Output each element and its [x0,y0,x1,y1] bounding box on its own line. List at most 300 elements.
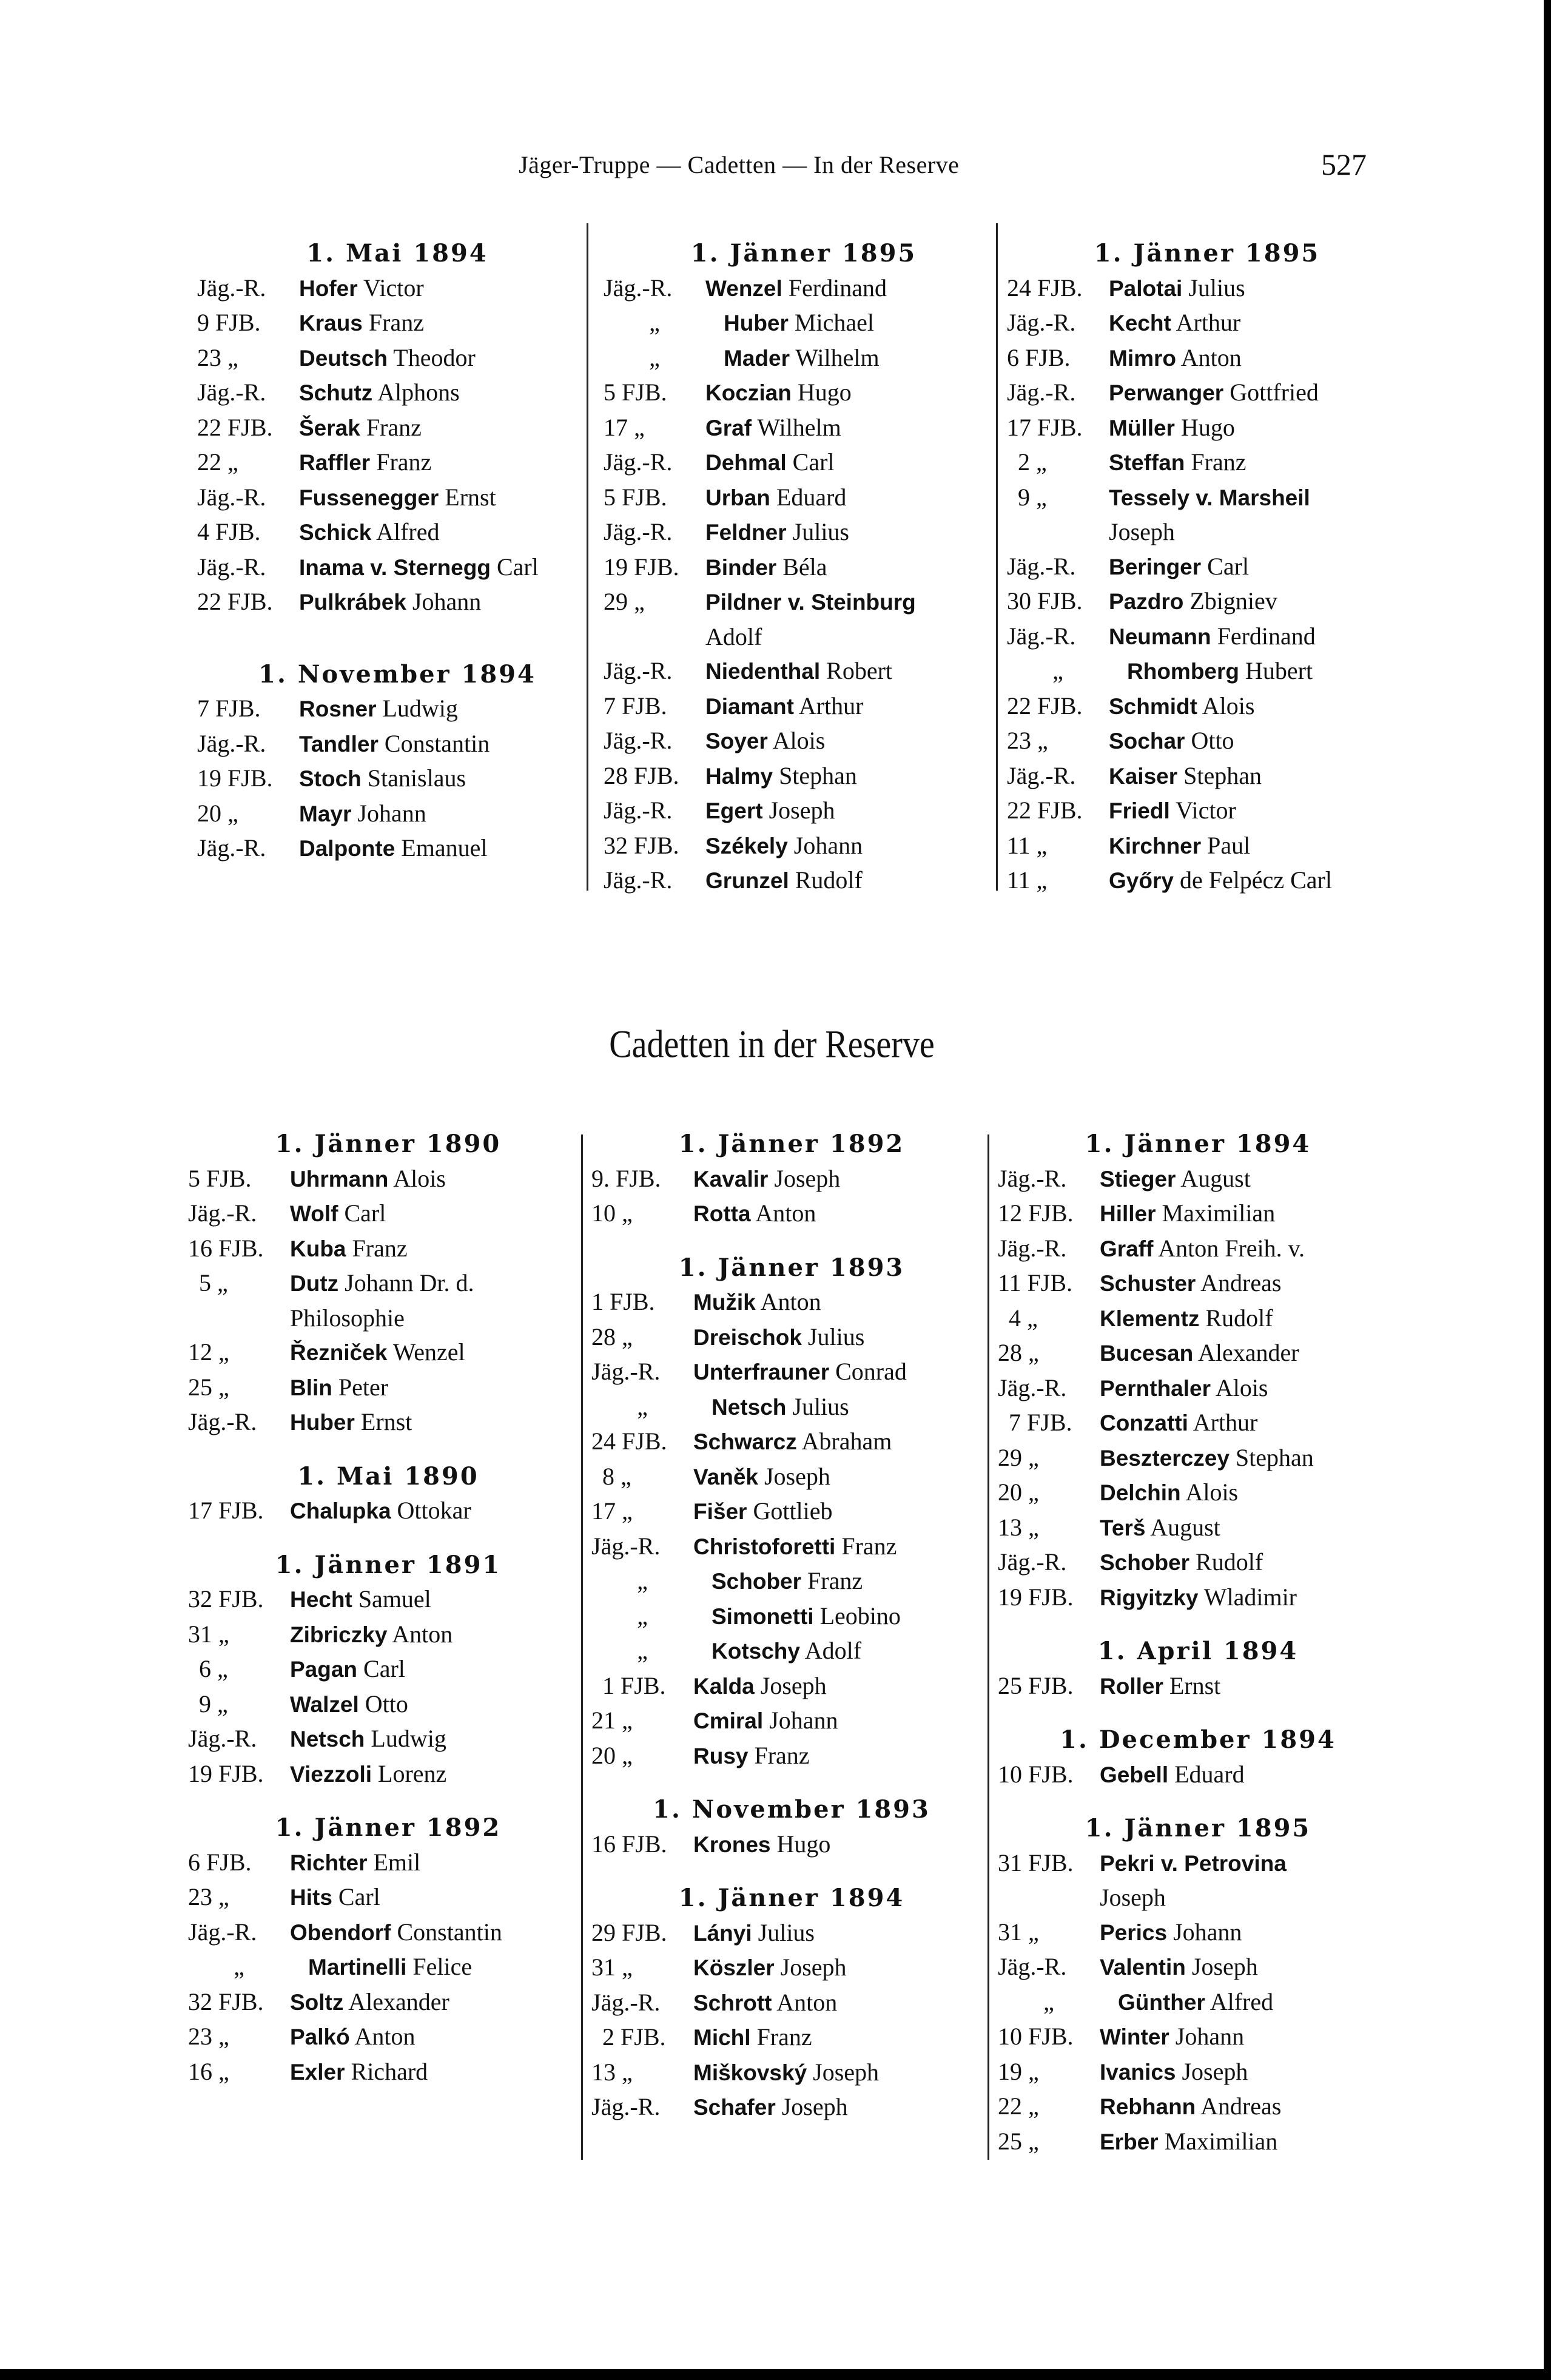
list-item [591,1669,992,1704]
given-name: Abraham [801,1428,892,1455]
unit-label: „ [637,1392,648,1420]
surname: Urban [705,485,770,510]
section-heading: 1. Jänner 1895 [1085,1814,1311,1842]
list-item [604,759,1004,794]
given-name: Alfred [1210,1987,1274,2015]
unit-label: 1 FJB. [591,1288,655,1315]
list-item [604,341,1004,376]
given-name: Franz [352,1234,408,1262]
surname: Kirchner [1109,833,1202,858]
list-item [188,1370,588,1406]
list-item [998,1846,1398,1881]
given-name: Gottlieb [753,1497,833,1525]
surname: Rosner [299,696,377,721]
list-item [197,727,597,762]
surname: Schober [1100,1550,1190,1575]
list-item [188,1162,588,1197]
given-name: Emil [373,1848,421,1876]
section-heading: 1. April 1894 [1097,1637,1299,1665]
list-item [591,1355,992,1390]
surname: Netsch [290,1727,365,1751]
given-name: Alphons [377,379,460,406]
section-heading: 1. December 1894 [1060,1725,1336,1754]
unit-label: „ [649,309,660,336]
given-name: Alexander [348,1987,449,2015]
section-heading: 1. Jänner 1890 [275,1130,502,1158]
surname: Soyer [705,729,768,753]
list-item [591,1320,992,1355]
list-item [604,829,1004,864]
surname: Niedenthal [705,659,821,684]
given-name: Franz [841,1532,897,1560]
list-item [998,2089,1398,2125]
surname: Schafer [693,2095,776,2120]
list-item [197,480,597,516]
unit-label: 24 FJB. [591,1428,667,1455]
surname: Netsch [712,1394,787,1420]
surname: Hiller [1100,1201,1156,1226]
list-item [998,1669,1398,1704]
surname: Müller [1109,415,1175,440]
list-item [998,1441,1398,1476]
list-item [188,1880,588,1915]
unit-label: Jäg.-R. [604,448,673,476]
surname: Dehmal [705,450,787,475]
unit-label: 29 „ [998,1443,1039,1471]
unit-label: „ [637,1637,648,1664]
list-item [591,2090,992,2125]
list-item [591,1827,992,1863]
unit-label: Jäg.-R. [604,657,673,684]
list-item [591,1494,992,1529]
list-item [1007,829,1407,864]
given-name: Ferdinand [1217,622,1316,650]
list-item [197,515,597,550]
unit-label: 13 „ [998,1513,1039,1541]
given-name: Joseph [1182,2057,1248,2085]
surname: Walzel [290,1691,359,1717]
given-name: Carl [363,1655,405,1682]
given-name: Michael [794,309,874,336]
unit-label: 32 FJB. [188,1585,264,1613]
list-item [197,761,597,797]
given-name: Joseph [774,1164,841,1192]
unit-label: 9 FJB. [197,309,261,336]
given-name: Arthur [1176,309,1241,336]
surname: Kotschy [712,1639,800,1664]
unit-label: 19 „ [998,2057,1039,2085]
list-item [998,1545,1398,1580]
list-item [604,863,1004,898]
given-name: Johann [357,799,426,827]
surname: Martinelli [308,1955,407,1980]
given-name: Béla [782,553,827,581]
unit-label: 11 „ [1007,831,1048,859]
unit-label: 5 FJB. [604,379,667,406]
list-item [591,1564,992,1599]
unit-label: „ [637,1602,648,1630]
given-name: Samuel [358,1585,431,1613]
surname: Christoforetti [693,1534,836,1559]
unit-label: 10 „ [591,1199,633,1227]
section-heading: 1. Jänner 1894 [678,1884,905,1912]
unit-label: 22 FJB. [197,588,273,615]
unit-label: 5 FJB. [604,483,667,511]
surname: Pulkrábek [299,590,406,615]
list-item [998,1511,1398,1546]
upper-column-2 [604,237,1004,898]
surname: Egert [705,798,763,823]
given-name: Conrad [835,1358,907,1385]
unit-label: Jäg.-R. [591,1358,661,1385]
unit-label: 16 FJB. [591,1830,667,1858]
surname: Gebell [1100,1762,1169,1787]
unit-label: 11 FJB. [998,1269,1073,1296]
given-name: Eduard [1174,1760,1245,1788]
list-item [188,1687,588,1722]
given-name: Stephan [1183,761,1262,789]
surname: Mader [724,345,790,371]
surname: Fussenegger [299,485,439,510]
unit-label: „ [637,1567,648,1594]
surname: Feldner [705,520,787,545]
surname: Schrott [693,1990,772,2015]
surname: Binder [705,555,777,580]
list-item [591,1950,992,1986]
surname: Graf [705,415,752,440]
surname: Schwarcz [693,1429,797,1454]
list-item [604,515,1004,550]
given-name: Andreas [1200,1269,1282,1296]
surname: Kuba [290,1236,346,1261]
list-item [1007,794,1407,829]
unit-label: 22 FJB. [1007,797,1083,824]
list-item [604,376,1004,411]
given-name: Carl [792,448,835,476]
surname: Pagan [290,1657,358,1682]
unit-label: Jäg.-R. [591,1532,661,1560]
given-name: Rudolf [1196,1548,1263,1576]
unit-label: Jäg.-R. [188,1408,257,1435]
list-item [604,306,1004,341]
surname: Rigyitzky [1100,1585,1199,1610]
unit-label: 29 „ [604,588,645,615]
unit-label: 19 FJB. [998,1583,1074,1611]
given-name: Johann [412,588,482,615]
unit-label: 12 FJB. [998,1199,1074,1227]
given-name: Stanislaus [367,764,466,792]
surname: Hofer [299,275,358,301]
surname: Mužik [693,1290,756,1315]
page-number: 527 [1321,147,1367,181]
given-name: Hugo [1180,413,1235,441]
surname: Perwanger [1109,380,1224,405]
surname: Raffler [299,450,371,475]
surname: Pazdro [1109,589,1184,614]
unit-label: 9. FJB. [591,1164,661,1192]
list-item [188,1617,588,1653]
unit-label: 9 „ [199,1690,228,1718]
unit-label: 28 „ [998,1339,1039,1366]
list-item [591,1529,992,1565]
given-name: Ludwig [371,1725,446,1752]
surname: Hecht [290,1587,352,1612]
list-item [188,1494,588,1529]
unit-label: 31 „ [188,1620,229,1648]
surname: Miškovský [693,2060,807,2085]
unit-label: 25 „ [188,1373,229,1401]
lower-column-1 [188,1127,588,2089]
surname: Rhomberg [1127,659,1239,684]
list-item [1007,550,1407,585]
list-item [604,445,1004,480]
surname: Šerak [299,415,360,440]
unit-label: Jäg.-R. [1007,622,1076,650]
surname: Klementz [1100,1306,1200,1331]
unit-label: 6 FJB. [1007,343,1071,371]
given-name: Carl [496,553,539,581]
unit-label: 13 „ [591,2058,633,2086]
given-name: Joseph [764,1462,830,1490]
given-name: Peter [338,1373,389,1401]
list-item [197,341,597,376]
section-heading: 1. Jänner 1891 [275,1550,502,1579]
surname: Terš [1100,1515,1146,1540]
unit-label: 2 FJB. [602,2023,666,2051]
list-item [591,1704,992,1739]
surname: Vaněk [693,1464,758,1489]
given-name: Otto [1191,727,1234,754]
list-item [998,1371,1398,1406]
surname: Beszterczey [1100,1445,1230,1471]
surname: Kalda [693,1673,755,1699]
unit-label: 10 FJB. [998,2023,1074,2050]
name-continuation: Joseph [1109,518,1175,545]
surname: Palkó [290,2024,350,2049]
list-item [998,1336,1398,1371]
given-name: Anton [392,1620,453,1648]
list-item [591,2055,992,2091]
list-item [998,1475,1398,1511]
surname: Tandler [299,731,378,757]
unit-label: 16 FJB. [188,1234,264,1262]
surname: Perics [1100,1920,1168,1945]
unit-label: 10 FJB. [998,1760,1074,1788]
given-name: Paul [1207,831,1251,859]
unit-label: 16 „ [188,2057,229,2085]
list-item [998,1301,1398,1337]
unit-label: „ [1052,657,1063,684]
given-name: Joseph [813,2058,880,2086]
given-name: Johann [793,831,863,859]
given-name: Maximilian [1162,1199,1276,1227]
given-name: Lorenz [378,1759,447,1787]
surname: Steffan [1109,450,1185,475]
unit-label: 20 „ [197,799,238,827]
surname: Hits [290,1885,332,1910]
surname: Sochar [1109,729,1185,753]
list-item [998,1162,1398,1197]
list-item [197,550,597,585]
list-item [998,1758,1398,1793]
surname: Simonetti [712,1603,814,1629]
surname: Schober [712,1569,802,1594]
list-item [998,2055,1398,2090]
name-continuation: Philosophie [290,1304,405,1332]
list-item [998,1950,1398,1985]
list-item [998,1915,1398,1950]
unit-label: 28 FJB. [604,761,679,789]
unit-label: 28 „ [591,1323,633,1350]
unit-label: 5 FJB. [188,1164,252,1192]
given-name: Richard [351,2057,428,2085]
list-item [1007,341,1407,376]
page-header [0,147,1544,187]
section-title: Cadetten in der Reserve [609,1023,935,1067]
surname: Schutz [299,380,373,405]
list-item [998,1580,1398,1616]
list-item [591,1162,992,1197]
unit-label: 4 „ [1009,1304,1038,1332]
surname: Kecht [1109,311,1171,335]
surname: Deutsch [299,345,388,371]
list-item [591,2020,992,2055]
given-name: Alexander [1198,1339,1299,1366]
unit-label: „ [234,1953,244,1980]
unit-label: Jäg.-R. [1007,309,1076,336]
unit-label: Jäg.-R. [1007,552,1076,580]
given-name: Anton [755,1199,816,1227]
surname: Richter [290,1850,368,1875]
surname: Diamant [705,693,794,719]
unit-label: 23 „ [188,1883,229,1910]
section-heading: 1. Jänner 1894 [1085,1130,1311,1158]
upper-column-1 [197,237,597,866]
given-name: Rudolf [1205,1304,1273,1332]
list-item [604,654,1004,689]
list-item [591,1986,992,2021]
given-name: Ferdinand [788,274,887,302]
given-name: Constantin [397,1918,502,1946]
surname: Günther [1118,1989,1205,2015]
list-item [188,1266,588,1301]
given-name: Hubert [1245,657,1313,684]
list-item [1007,654,1407,689]
list-item [188,2020,588,2055]
list-item [188,1405,588,1440]
list-item [188,1335,588,1370]
surname: Inama v. Sternegg [299,555,491,580]
list-item [1007,759,1407,794]
list-item [1007,306,1407,341]
list-item [188,1846,588,1881]
list-item [604,689,1004,724]
surname: Rotta [693,1201,751,1226]
surname: Viezzoli [290,1761,372,1787]
unit-label: 8 „ [602,1462,631,1490]
given-name: Anton [776,1988,838,2016]
unit-label: Jäg.-R. [604,274,673,302]
given-name: Anton [1180,343,1242,371]
unit-label: 31 „ [998,1918,1039,1946]
surname: Graff [1100,1236,1154,1261]
surname: Erber [1100,2129,1159,2154]
given-name: Alois [1202,692,1255,720]
surname: Cmiral [693,1708,764,1733]
surname: Uhrmann [290,1166,389,1192]
list-item [998,1232,1398,1267]
unit-label: 19 FJB. [604,553,679,581]
unit-label: 11 „ [1007,866,1048,894]
list-item [188,1950,588,1985]
unit-label: 2 „ [1018,448,1047,476]
unit-label: 17 FJB. [188,1497,264,1524]
surname: Exler [290,2059,345,2085]
given-name: Alois [393,1164,446,1192]
list-item [197,411,597,446]
section-heading: 1. Jänner 1895 [690,239,917,268]
list-item [998,1196,1398,1232]
list-item [188,1232,588,1267]
unit-label: 17 FJB. [1007,413,1083,441]
unit-label: Jäg.-R. [197,729,266,757]
given-name: de Felpécz Carl [1179,866,1332,894]
surname: Řezniček [290,1340,388,1365]
unit-label: 12 „ [188,1338,229,1366]
surname: Köszler [693,1955,775,1980]
surname: Kaiser [1109,763,1178,789]
surname: Stoch [299,766,362,791]
given-name: Victor [1176,797,1236,824]
list-item [604,411,1004,446]
list-item [1007,584,1407,619]
list-item [188,2055,588,2090]
given-name: Joseph [769,797,835,824]
surname: Schuster [1100,1271,1196,1296]
given-name: Ottokar [397,1497,471,1524]
given-name: Franz [376,448,432,476]
unit-label: „ [649,343,660,371]
unit-label: 4 FJB. [197,518,261,545]
surname: Pernthaler [1100,1375,1211,1401]
unit-label: 25 FJB. [998,1671,1074,1699]
unit-label: Jäg.-R. [197,274,266,302]
given-name: Julius [807,1323,865,1350]
unit-label: 25 „ [998,2127,1039,2155]
unit-label: Jäg.-R. [998,1234,1067,1262]
section-heading: 1. Jänner 1893 [678,1253,905,1282]
surname: Székely [705,833,788,858]
surname: Winter [1100,2024,1169,2049]
given-name: Andreas [1200,2092,1282,2120]
section-heading: 1. Mai 1890 [297,1461,479,1491]
given-name: Gottfried [1230,379,1319,406]
unit-label: Jäg.-R. [591,2093,661,2120]
unit-label: 23 „ [188,2023,229,2050]
unit-label: „ [1043,1987,1054,2015]
given-name: Carl [338,1883,380,1910]
unit-label: 31 „ [591,1954,633,1981]
list-item [998,2125,1398,2160]
surname: Dalponte [299,836,395,861]
unit-label: 22 „ [998,2092,1039,2120]
given-name: Theodor [393,343,476,371]
unit-label: 32 FJB. [604,831,679,859]
given-name: Ernst [445,483,496,511]
list-item [591,1196,992,1232]
unit-label: 6 FJB. [188,1848,252,1876]
given-name: Franz [754,1741,810,1769]
